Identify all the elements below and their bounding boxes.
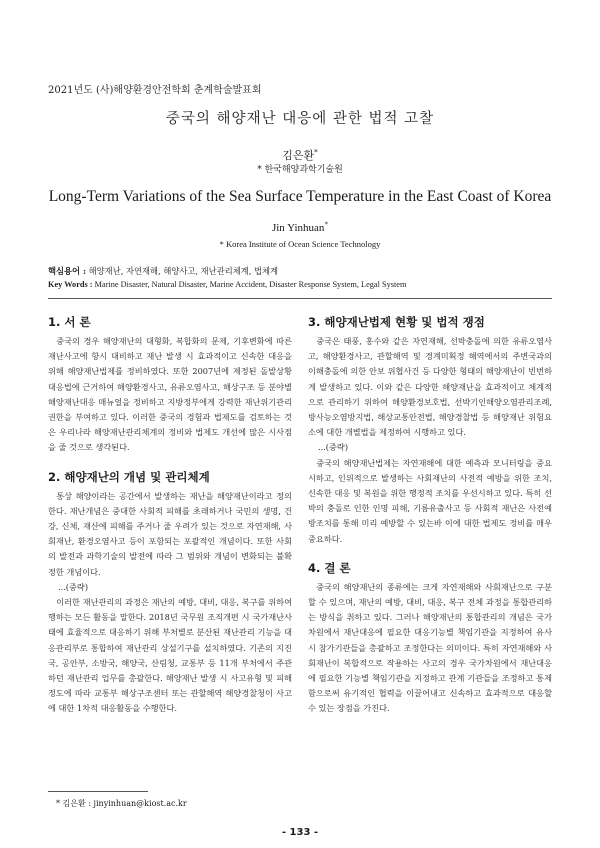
section-conclusion xyxy=(308,560,552,717)
section-legal-status xyxy=(308,314,552,547)
section-title: 3. 해양재난법제 현황 및 법적 쟁점 xyxy=(308,315,485,329)
section-paragraph: 중국의 해양재난의 종류에는 크게 자연재해와 사회재난으로 구분할 수 있으며, 재난의 예방, 대비, 대응, 복구 전체 과정을 통합관리하는 방식을 취하고 있다. 그러나 해양재난의 통합관리의 개념은 국가차원에서 재난대응에 필요한 대응기능별 책임기관을 지정하여 유사시 참가기관들을 총괄하고 조정한다는 의미이다. 특히 자연재해와 사회재난이 복합적으로 작용하는 사고의 경우 국가차원에서 재난대응에 필요한 기능별 책임기관을 지정하고 관계 기관들을 조정하고 통제함으로써 유기적인 협력을 이끌어내고 신속하고 효과적으로 대응할 수 있는 장점을 가진다. xyxy=(308,581,552,714)
footnote-divider xyxy=(48,791,148,792)
section-title: 1. 서 론 xyxy=(48,315,91,329)
korean-keywords-label: 핵심용어 : xyxy=(48,266,87,276)
section-paragraph: 중국의 경우 해양재난의 대형화, 복합화의 문제, 기후변화에 따른 재난사고에 항시 대비하고 재난 발생 시 효과적이고 신속한 대응을 위해 해양재난법제를 정비하였다. 또한 2007년에 제정된 돌발상황대응법에 근거하여 해양환경사고, 유류오염사고, 해상구조 등 분야별 해양재난대응 매뉴얼을 정비하고 지방정부에게 강력한 재난위기관리 권한을 부여하고 있다. 이러한 중국의 경험과 법제도를 검토하는 것은 우리나라 해양재난관리체계의 정비와 법제도 개선에 많은 시사점을 줄 것으로 생각된다. xyxy=(48,336,292,453)
section-paragraph: 중국은 태풍, 홍수와 같은 자연재해, 선박충돌에 의한 유류오염사고, 해양환경사고, 관할해역 및 경계미획정 해역에서의 주변국과의 이해충돌에 의한 안보 위협사건 등 다양한 형태의 해양재난이 빈번하게 발생하고 있다. 이와 같은 다양한 해양재난을 효과적이고 체계적으로 관리하기 위하여 해양환경보호법, 선박기인해양오염관리조례, 방사능오염방지법, 해상교통안전법, 해양경찰법 등 해양재난 위험요소에 대한 개별법을 제정하여 시행하고 있다. xyxy=(308,336,552,438)
korean-title: 중국의 해양재난 대응에 관한 법적 고찰 xyxy=(165,111,435,127)
section-paragraph: 중국의 해양재난법제는 자연재해에 대한 예측과 모니터링을 중요시하고, 인위적으로 발생하는 사회재난의 사전적 예방을 위한 조치, 신속한 대응 및 복원을 위한 행정적 조치를 우선시하고 있다. 특히 선박의 충돌로 인한 인명 피해, 기름유출사고 등 사회적 재난은 사전예방조치를 통해 미리 예방할 수 있는바 이에 대한 법제도 정비를 매우 중요하다. xyxy=(308,457,552,544)
left-column xyxy=(48,314,292,730)
section-paragraph: 통상 해양이라는 공간에서 발생하는 재난을 해양재난이라고 정의한다. 재난개념은 중대한 사회적 피해를 초래하거나 국민의 생명, 건강, 신체, 재산에 피해를 주거나 줄 우려가 있는 것으로 자연재해, 사회재난, 환경오염사고 등이 포함되는 포괄적인 개념이다. 또한 사회의 발전과 과학기술의 발전에 따라 그 범위와 개념이 변화되는 불확정한 개념이다. xyxy=(48,490,292,577)
english-author-mark: * xyxy=(324,220,329,229)
right-column xyxy=(308,314,552,730)
section-paragraph: 이러한 재난관리의 과정은 재난의 예방, 대비, 대응, 복구를 위하여 행하는 모든 활동을 말한다. 2018년 국무원 조직개편 시 국가재난사태에 효율적으로 대응하기 위해 부처별로 분산된 재난관리 기능을 대응관리부로 통합하여 재난관리 상설기구를 설치하였다. 기존의 지진국, 공안부, 소방국, 해양국, 산림청, 교통부 등 11개 부처에서 주관하던 재난관리 업무를 총괄한다. 해양재난 발생 시 사고유형 및 피해정도에 따라 교통부 해상구조센터 또는 관할해역 해양경찰청이 사고에 대한 1차적 대응활동을 수행한다. xyxy=(48,597,292,714)
footnote: * 김은환 : jinyinhuan@kiost.ac.kr xyxy=(56,799,187,808)
page-number: - 133 - xyxy=(281,827,319,838)
english-author xyxy=(0,222,600,234)
keywords-divider xyxy=(48,298,552,299)
english-affiliation: * Korea Institute of Ocean Science Technology xyxy=(219,239,381,249)
english-keywords-label: Key Words : xyxy=(48,280,93,289)
korean-keywords xyxy=(48,265,278,277)
english-keywords-text: Marine Disaster, Natural Disaster, Marine Accident, Disaster Response System, Legal System xyxy=(94,280,407,289)
korean-keywords-text: 해양재난, 자연재해, 해양사고, 재난관리체계, 법체계 xyxy=(88,266,279,276)
english-author-name: Jin Yinhuan xyxy=(271,222,325,234)
korean-author-name: 김은환 xyxy=(282,149,315,162)
conference-header: 2021년도 (사)해양환경안전학회 춘계학술발표회 xyxy=(48,85,262,96)
korean-affiliation: * 한국해양과학기술원 xyxy=(257,165,343,175)
section-concept xyxy=(48,469,292,717)
english-title: Long-Term Variations of the Sea Surface Temperature in the East Coast of Korea xyxy=(48,188,552,205)
omission-marker: ...(중략) xyxy=(318,442,349,453)
english-keywords xyxy=(48,280,406,289)
section-title: 4. 결 론 xyxy=(308,560,351,575)
korean-author xyxy=(0,147,600,163)
omission-marker: ...(중략) xyxy=(58,581,89,592)
korean-author-mark: * xyxy=(314,147,318,157)
section-title: 2. 해양재난의 개념 및 관리체계 xyxy=(48,469,210,484)
section-introduction xyxy=(48,314,292,456)
